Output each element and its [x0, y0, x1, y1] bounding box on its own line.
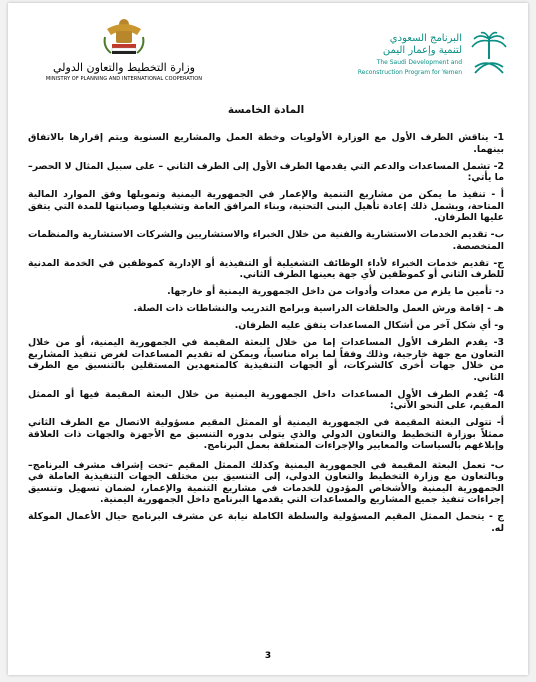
paragraph-2c: ج- تقديم خدمات الخبراء لأداء الوظائف التشغيلية أو التنفيذية أو الإدارية كموظفين في الخدمة المدنية للطرف الثاني أو كموظفين لأي جهة يعينها الطرف الثاني. — [28, 257, 504, 280]
ministry-name-ar: وزارة التخطيط والتعاون الدولي — [53, 61, 195, 74]
sdrpy-logo — [302, 31, 512, 81]
article-title: المادة الخامسة — [227, 104, 305, 116]
paragraph-1: 1- يناقش الطرف الأول مع الوزارة الأولويات وخطة العمل والمشاريع السنوية ويتم إقرارها بالاتفاق بينهما. — [28, 132, 504, 155]
paragraph-2: 2- تشمل المساعدات والدعم التي يقدمها الطرف الأول إلى الطرف الثاني – على سبيل المثال لا الحصر–ما يأتي: — [28, 160, 504, 183]
paragraph-2f: و- أي شكل آخر من أشكال المساعدات يتفق عليه الطرفان. — [234, 320, 504, 331]
sdrpy-name-en-1: The Saudi Development and — [376, 59, 462, 66]
paragraph-4a: أ- تتولى البعثة المقيمة في الجمهورية اليمنية أو الممثل المقيم مسؤولية الاتصال مع الطرف الثاني ممثلاً بوزارة التخطيط والتعاون الدولي والذي يتولى بدوره التنسيق مع الأجهزة والجهات ذات العلاقة وإبلاغهم بالسياسات والمعايير والإجراءات المتعلقة بعمل البرنامج. — [28, 417, 504, 451]
palm-and-swords-icon — [466, 31, 512, 79]
ministry-logo — [24, 17, 224, 82]
ministry-name-en: MINISTRY OF PLANNING AND INTERNATIONAL COOPERATION — [45, 76, 203, 82]
sdrpy-name-en-2: Reconstruction Program for Yemen — [357, 69, 462, 76]
yemen-emblem-icon — [99, 17, 149, 57]
document-body — [28, 104, 504, 540]
paragraph-2d: د- تأمين ما يلزم من معدات وأدوات من داخل الجمهورية اليمنية أو خارجها. — [167, 286, 504, 297]
sdrpy-name-ar-2: لتنمية وإعمار اليمن — [382, 45, 462, 56]
paragraph-4c: ج - يتحمل الممثل المقيم المسؤولية والسلطة الكاملة نيابة عن مشرف البرنامج حيال الأعمال الموكلة له. — [28, 511, 504, 534]
sdrpy-name — [312, 33, 462, 77]
paragraph-2e: هـ - إقامة ورش العمل والحلقات الدراسية وبرامج التدريب والنشاطات ذات الصلة. — [133, 303, 504, 314]
document-page — [8, 3, 528, 675]
paragraph-2b: ب- تقديم الخدمات الاستشارية والفنية من خلال الخبراء والاستشاريين والشركات الاستشارية والمنظمات المتخصصة. — [28, 229, 504, 252]
paragraph-2a: أ - تنفيذ ما يمكن من مشاريع التنمية والإعمار في الجمهورية اليمنية وتمويلها وفق الموارد المالية المتاحة، ويشمل ذلك إعادة تأهيل البنى التحتية، وبناء المرافق العامة وتشغيلها وصيانتها للمدة التي يتفق عليها الطرفان. — [28, 189, 504, 223]
paragraph-4: 4- يُقدم الطرف الأول المساعدات داخل الجمهورية اليمنية من خلال البعثة المقيمة فيها أو الممثل المقيم، على النحو الآتي: — [28, 388, 504, 411]
page-number: 3 — [264, 651, 272, 661]
paragraph-3: 3- يقدم الطرف الأول المساعدات إما من خلال البعثة المقيمة في الجمهورية اليمنية، أو من خلال التعاون مع جهة خارجية، وذلك وفقاً لما يراه مناسباً، ويمكن له تقديم المساعدات لغرض تنفيذ المشاريع من خلال جهات أخرى كالشركات، أو الجهات التنفيذية كالمتعهدين المستقلين بالتنسيق مع الطرف الثاني. — [28, 337, 504, 383]
sdrpy-name-ar-1: البرنامج السعودي — [389, 33, 462, 44]
letterhead — [24, 17, 512, 89]
paragraph-4b: ب- تعمل البعثة المقيمة في الجمهورية اليمنية وكذلك الممثل المقيم –تحت إشراف مشرف البرنامج– وبالتعاون مع وزارة التخطيط والتعاون الدولي، إلى التنسيق بين مختلف الجهات التنفيذية العاملة في الجمهورية اليمنية والأشخاص المؤدون للخدمات في مشاريع التنمية والإعمار، لضمان تسهيل وتنسيق إجراءات تنفيذ جميع المشاريع والمساعدات التي يقدمها البرنامج داخل الجمهورية اليمنية. — [28, 459, 504, 505]
